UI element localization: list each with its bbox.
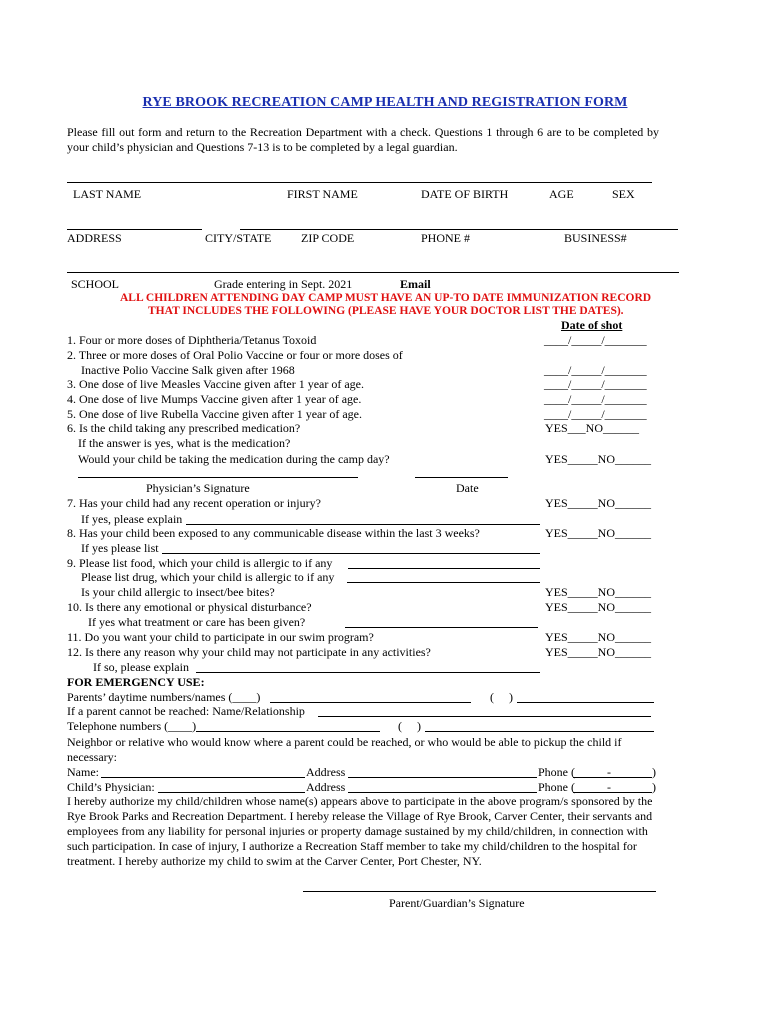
question-3: 3. One dose of live Measles Vaccine given after 1 year of age. bbox=[67, 377, 364, 391]
dob-label: DATE OF BIRTH bbox=[421, 187, 509, 201]
sex-label: SEX bbox=[612, 187, 635, 201]
field-line-row2a[interactable] bbox=[67, 229, 202, 230]
question-6b: If the answer is yes, what is the medication? bbox=[78, 436, 291, 450]
grade-label: Grade entering in Sept. 2021 bbox=[214, 277, 353, 291]
q10-yes-no[interactable]: YES_____NO______ bbox=[545, 600, 652, 614]
q4-date-field[interactable]: ____/_____/_______ bbox=[544, 392, 647, 406]
q9-food-line[interactable] bbox=[348, 568, 540, 569]
field-line-row3[interactable] bbox=[67, 272, 679, 273]
parent-unreachable-line[interactable] bbox=[318, 716, 651, 717]
neighbor-phone-close: ) bbox=[652, 765, 656, 779]
q7-explain-line[interactable] bbox=[186, 524, 540, 525]
neighbor-phone-dash: - bbox=[607, 765, 611, 779]
question-2: 2. Three or more doses of Oral Polio Vaccine or four or more doses of bbox=[67, 348, 403, 362]
question-9b: Please list drug, which your child is allergic to if any bbox=[81, 570, 335, 584]
childs-physician-line[interactable] bbox=[158, 792, 305, 793]
question-7: 7. Has your child had any recent operation or injury? bbox=[67, 496, 321, 510]
q9c-yes-no[interactable]: YES_____NO______ bbox=[545, 585, 652, 599]
q9-drug-line[interactable] bbox=[347, 582, 540, 583]
neighbor-phone-label: Phone ( bbox=[538, 765, 575, 779]
question-12: 12. Is there any reason why your child may not participate in any activities? bbox=[67, 645, 431, 659]
physician-phone-line[interactable] bbox=[573, 792, 652, 793]
question-9: 9. Please list food, which your child is allergic to if any bbox=[67, 556, 333, 570]
immunization-notice-1: ALL CHILDREN ATTENDING DAY CAMP MUST HAVE AN UP-TO DATE IMMUNIZATION RECORD bbox=[120, 292, 652, 304]
physician-address-line[interactable] bbox=[348, 792, 537, 793]
childs-physician-label: Child’s Physician: bbox=[67, 780, 155, 794]
q11-yes-no[interactable]: YES_____NO______ bbox=[545, 630, 652, 644]
zip-label: ZIP CODE bbox=[301, 231, 355, 245]
question-2-cont: Inactive Polio Vaccine Salk given after 1968 bbox=[81, 363, 295, 377]
physician-date-line[interactable] bbox=[415, 477, 508, 478]
form-title: RYE BROOK RECREATION CAMP HEALTH AND REGISTRATION FORM bbox=[142, 95, 628, 110]
telephone-line-1[interactable] bbox=[196, 731, 380, 732]
neighbor-name-label: Name: bbox=[67, 765, 99, 779]
q8-list-line[interactable] bbox=[162, 553, 540, 554]
first-name-label: FIRST NAME bbox=[287, 187, 358, 201]
immunization-notice-2: THAT INCLUDES THE FOLLOWING (PLEASE HAVE YOUR DOCTOR LIST THE DATES). bbox=[148, 305, 624, 317]
email-label: Email bbox=[400, 277, 431, 291]
telephone-numbers-label: Telephone numbers (____) bbox=[67, 719, 197, 733]
physician-phone-close: ) bbox=[652, 780, 656, 794]
neighbor-phone-line[interactable] bbox=[573, 777, 652, 778]
address-label: ADDRESS bbox=[67, 231, 122, 245]
form-intro: Please fill out form and return to the Recreation Department with a check. Questions 1 through 6 are to be completed by your child’s physician and Questions 7-13 is to be completed by a legal guardian. bbox=[67, 125, 659, 154]
q10-treatment-line[interactable] bbox=[345, 627, 538, 628]
field-line-row1[interactable] bbox=[67, 182, 652, 183]
city-state-label: CITY/STATE bbox=[205, 231, 272, 245]
neighbor-line-2: necessary: bbox=[67, 750, 117, 764]
question-7b: If yes, please explain bbox=[81, 512, 183, 526]
phone-label: PHONE # bbox=[421, 231, 471, 245]
physician-phone-dash: - bbox=[607, 780, 611, 794]
question-4: 4. One dose of live Mumps Vaccine given after 1 year of age. bbox=[67, 392, 362, 406]
parent-unreachable-label: If a parent cannot be reached: Name/Relationship bbox=[67, 704, 305, 718]
parents-numbers-line-2[interactable] bbox=[517, 702, 654, 703]
telephone-line-2[interactable] bbox=[425, 731, 654, 732]
question-10b: If yes what treatment or care has been given? bbox=[88, 615, 306, 629]
question-9c: Is your child allergic to insect/bee bites? bbox=[81, 585, 275, 599]
neighbor-address-label: Address bbox=[306, 765, 346, 779]
emergency-header: FOR EMERGENCY USE: bbox=[67, 675, 205, 689]
q1-date-field[interactable]: ____/_____/_______ bbox=[544, 333, 647, 347]
parents-numbers-line-1[interactable] bbox=[270, 702, 471, 703]
q6-yes-no[interactable]: YES___NO______ bbox=[545, 421, 640, 435]
authorization-paragraph: I hereby authorize my child/children whose name(s) appears above to participate in the above program/s sponsored by the Rye Brook Parks and Recreation Department. I hereby release the Village of Rye Brook, Carver Center, their servants and employees from any liability for personal injuries or property damage sustained by my child/children, in connection with such participation. In case of injury, I authorize a Recreation Staff member to take my child/children to the hospital for treatment. I hereby authorize my child to swim at the Carver Center, Port Chester, NY. bbox=[67, 794, 653, 868]
question-6: 6. Is the child taking any prescribed medication? bbox=[67, 421, 301, 435]
question-8b: If yes please list bbox=[81, 541, 159, 555]
neighbor-address-line[interactable] bbox=[348, 777, 537, 778]
physician-phone-label: Phone ( bbox=[538, 780, 575, 794]
q12-explain-line[interactable] bbox=[196, 672, 540, 673]
last-name-label: LAST NAME bbox=[73, 187, 142, 201]
q6c-yes-no[interactable]: YES_____NO______ bbox=[545, 452, 652, 466]
guardian-signature-label: Parent/Guardian’s Signature bbox=[389, 896, 525, 910]
question-12b: If so, please explain bbox=[93, 660, 189, 674]
physician-address-label: Address bbox=[306, 780, 346, 794]
q3-date-field[interactable]: ____/_____/_______ bbox=[544, 377, 647, 391]
business-label: BUSINESS# bbox=[564, 231, 627, 245]
q5-date-field[interactable]: ____/_____/_______ bbox=[544, 407, 647, 421]
neighbor-name-line[interactable] bbox=[101, 777, 305, 778]
neighbor-line-1: Neighbor or relative who would know where a parent could be reached, or who would be able to pickup the child if bbox=[67, 735, 622, 749]
parents-paren: ( ) bbox=[490, 690, 513, 704]
telephone-paren: ( ) bbox=[398, 719, 421, 733]
parents-numbers-label: Parents’ daytime numbers/names (____) bbox=[67, 690, 261, 704]
question-1: 1. Four or more doses of Diphtheria/Tetanus Toxoid bbox=[67, 333, 317, 347]
q2-date-field[interactable]: ____/_____/_______ bbox=[544, 363, 647, 377]
physician-date-label: Date bbox=[456, 481, 479, 495]
age-label: AGE bbox=[549, 187, 574, 201]
question-6c: Would your child be taking the medication during the camp day? bbox=[78, 452, 390, 466]
question-5: 5. One dose of live Rubella Vaccine given after 1 year of age. bbox=[67, 407, 362, 421]
question-8: 8. Has your child been exposed to any communicable disease within the last 3 weeks? bbox=[67, 526, 480, 540]
q7-yes-no[interactable]: YES_____NO______ bbox=[545, 496, 652, 510]
field-line-row2b[interactable] bbox=[240, 229, 678, 230]
physician-signature-line[interactable] bbox=[78, 477, 358, 478]
question-11: 11. Do you want your child to participate in our swim program? bbox=[67, 630, 374, 644]
question-10: 10. Is there any emotional or physical disturbance? bbox=[67, 600, 312, 614]
school-label: SCHOOL bbox=[71, 277, 120, 291]
physician-signature-label: Physician’s Signature bbox=[146, 481, 250, 495]
q8-yes-no[interactable]: YES_____NO______ bbox=[545, 526, 652, 540]
guardian-signature-line[interactable] bbox=[303, 891, 656, 892]
q12-yes-no[interactable]: YES_____NO______ bbox=[545, 645, 652, 659]
date-of-shot-header: Date of shot bbox=[561, 318, 623, 332]
